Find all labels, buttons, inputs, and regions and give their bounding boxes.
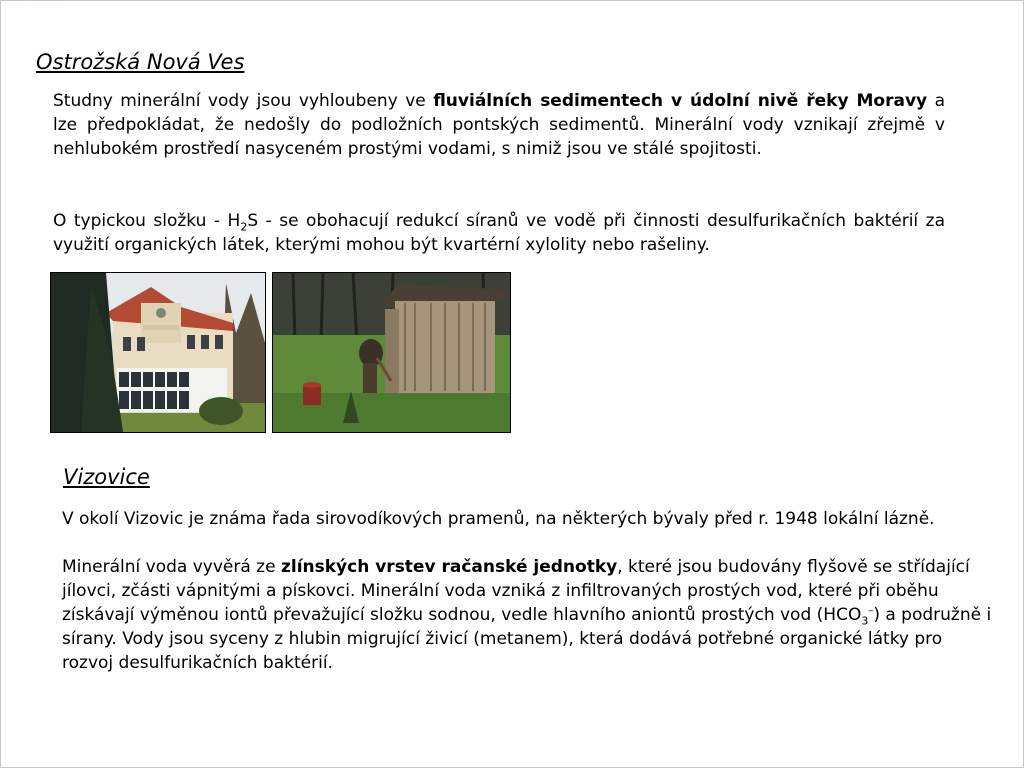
photo-spa-building (50, 272, 266, 433)
paragraph-ostrozska-1 (53, 89, 945, 161)
text-run: Minerální voda vyvěrá ze (62, 557, 281, 577)
photo-well-hut (272, 272, 511, 433)
header-scrawl: ⬚ ·· ···· ··· ·· ··· ···· ··· ·· ···· ···· (4, 1, 67, 5)
well-hut-image (273, 273, 510, 432)
superscript: – (868, 605, 874, 617)
text-run: O typickou složku - H (53, 211, 241, 231)
text-run: a lze předpokládat, že nedošly do podložních pontských sedimentů. Minerální vody vznikají zřejmě v nehlubokém prostředí nasyceném prostými vodami, s nimiž jsou ve stálé spojitosti. (53, 91, 945, 159)
section-title-vizovice: Vizovice (63, 465, 150, 489)
paragraph-ostrozska-2 (53, 209, 945, 257)
bold-run: zlínských vrstev račanské jednotky (280, 557, 618, 577)
section-title-ostrozska: Ostrožská Nová Ves (36, 50, 245, 74)
bold-run: fluviálních sedimentech v údolní nivě řeky Moravy (433, 91, 928, 111)
spa-building-image (51, 273, 265, 432)
text-run: , které jsou budovány flyšově se střídající jílovci, zčásti vápnitými a pískovci. Minerální voda vzniká z infiltrovaných prostých vod, které při oběhu získávají výměnou iontů převažující složku sodnou, vedle hlavního aniontů prostých vod (HCO (62, 557, 970, 625)
text-run: Studny minerální vody jsou vyhloubeny ve (53, 91, 434, 111)
subscript: 2 (240, 220, 248, 234)
paragraph-vizovice-1: V okolí Vizovic je známa řada sirovodíkových pramenů, na některých bývaly před r. 1948 lokální lázně. (62, 509, 935, 529)
text-run: S - se obohacují redukcí síranů ve vodě při činnosti desulfurikačních baktérií za využití organických látek, kterými mohou být kvartérní xylolity nebo rašeliny. (53, 211, 945, 255)
text-run: ) a podružně i sírany. Vody jsou syceny z hlubin migrující živicí (metanem), která dodává potřebné organické látky pro rozvoj desulfurikačních baktérií. (62, 605, 992, 673)
paragraph-vizovice-2 (62, 555, 997, 675)
subscript: 3 (861, 614, 869, 628)
